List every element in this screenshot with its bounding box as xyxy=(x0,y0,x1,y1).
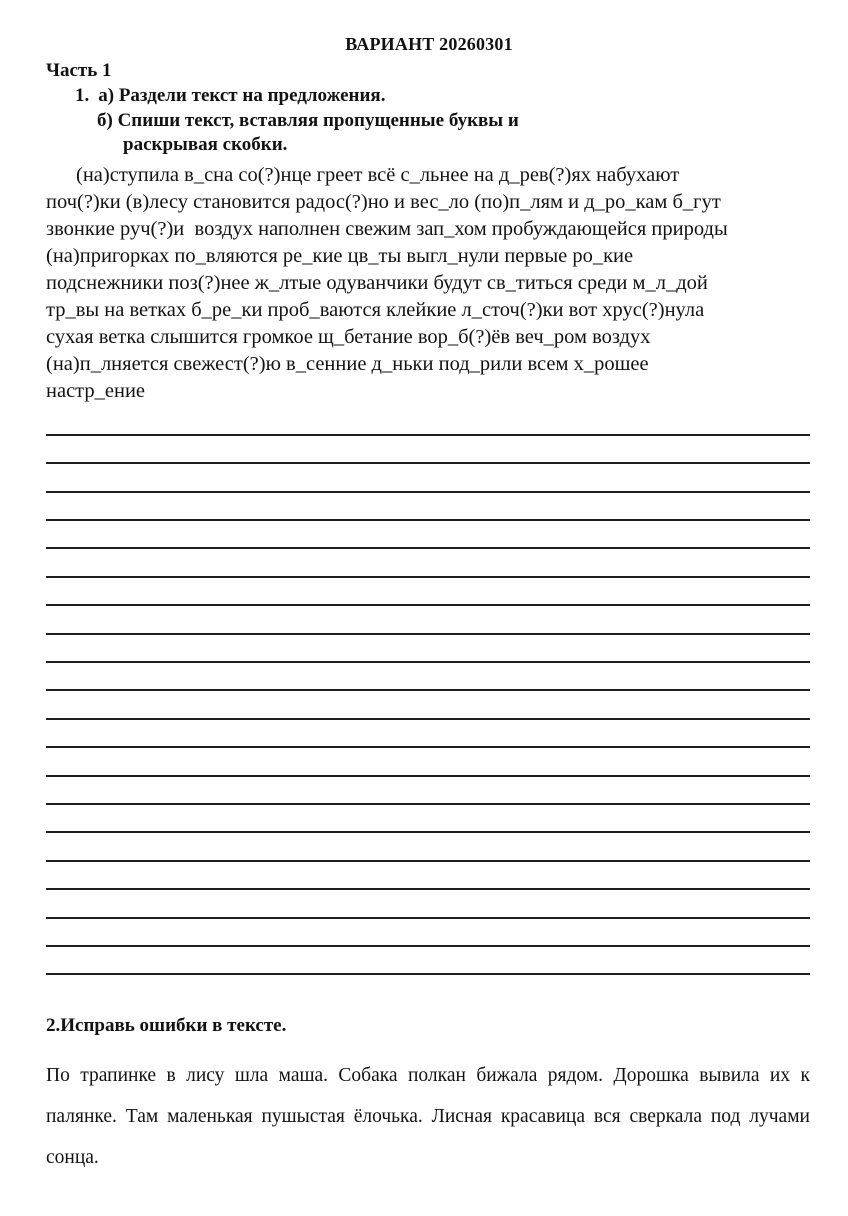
answer-line xyxy=(46,890,810,918)
answer-line xyxy=(46,464,810,492)
passage-line: (на)п_лняется свежест(?)ю в_сенние д_ньки под_рили всем х_рошее xyxy=(46,352,649,375)
answer-line xyxy=(46,862,810,890)
answer-line xyxy=(46,663,810,691)
answer-lines-area xyxy=(46,408,810,976)
answer-line xyxy=(46,578,810,606)
task1-item-b-continuation: раскрывая скобки. xyxy=(123,134,288,155)
passage-line: подснежники поз(?)нее ж_лтые одуванчики будут св_титься среди м_л_дой xyxy=(46,271,708,294)
passage-line: звонкие руч(?)и воздух наполнен свежим зап_хом пробуждающейся природы xyxy=(46,217,728,240)
answer-line xyxy=(46,606,810,634)
task1-number: 1. xyxy=(75,85,90,106)
task1-line-a xyxy=(46,84,812,109)
exercise-passage xyxy=(46,162,812,405)
task2-text-line: палянке. Там маленькая пушыстая ёлочька. Лисная красавица вся сверкала под лучами xyxy=(46,1106,810,1128)
task1-item-b: б) Спиши текст, вставляя пропущенные буквы и xyxy=(97,109,519,131)
passage-line: настр_ение xyxy=(46,379,146,402)
document-title: ВАРИАНТ 20260301 xyxy=(345,34,513,54)
passage-line: (на)пригорках по_вляются ре_кие цв_ты выгл_нули первые ро_кие xyxy=(46,244,634,267)
answer-line xyxy=(46,493,810,521)
part-heading: Часть 1 xyxy=(46,60,112,81)
answer-line xyxy=(46,833,810,861)
passage-line: тр_вы на ветках б_ре_ки проб_ваются клейкие л_сточ(?)ки вот хрус(?)нула xyxy=(46,298,705,321)
answer-line xyxy=(46,549,810,577)
passage-line: сухая ветка слышится громкое щ_бетание вор_б(?)ёв веч_ром воздух xyxy=(46,325,651,348)
passage-line: (на)ступила в_сна со(?)нце греет всё с_льнее на д_рев(?)ях набухают xyxy=(76,163,680,186)
task1-item-a: а) Раздели текст на предложения. xyxy=(98,85,386,106)
answer-line xyxy=(46,691,810,719)
answer-line xyxy=(46,521,810,549)
task2-text-line: сонца. xyxy=(46,1147,99,1169)
passage-line: поч(?)ки (в)лесу становится радос(?)но и вес_ло (по)п_лям и д_ро_кам б_гут xyxy=(46,190,721,213)
answer-line xyxy=(46,748,810,776)
answer-line xyxy=(46,947,810,975)
task2-heading: 2.Исправь ошибки в тексте. xyxy=(46,1015,287,1037)
answer-line xyxy=(46,436,810,464)
answer-line xyxy=(46,777,810,805)
answer-line xyxy=(46,919,810,947)
answer-line xyxy=(46,635,810,663)
task1-instructions xyxy=(46,84,812,158)
task2-text xyxy=(46,1055,810,1178)
task2-text-line: По трапинке в лису шла маша. Собака полкан бижала рядом. Дорошка вывила их к xyxy=(46,1065,810,1087)
answer-line xyxy=(46,805,810,833)
answer-line xyxy=(46,408,810,436)
answer-line xyxy=(46,720,810,748)
